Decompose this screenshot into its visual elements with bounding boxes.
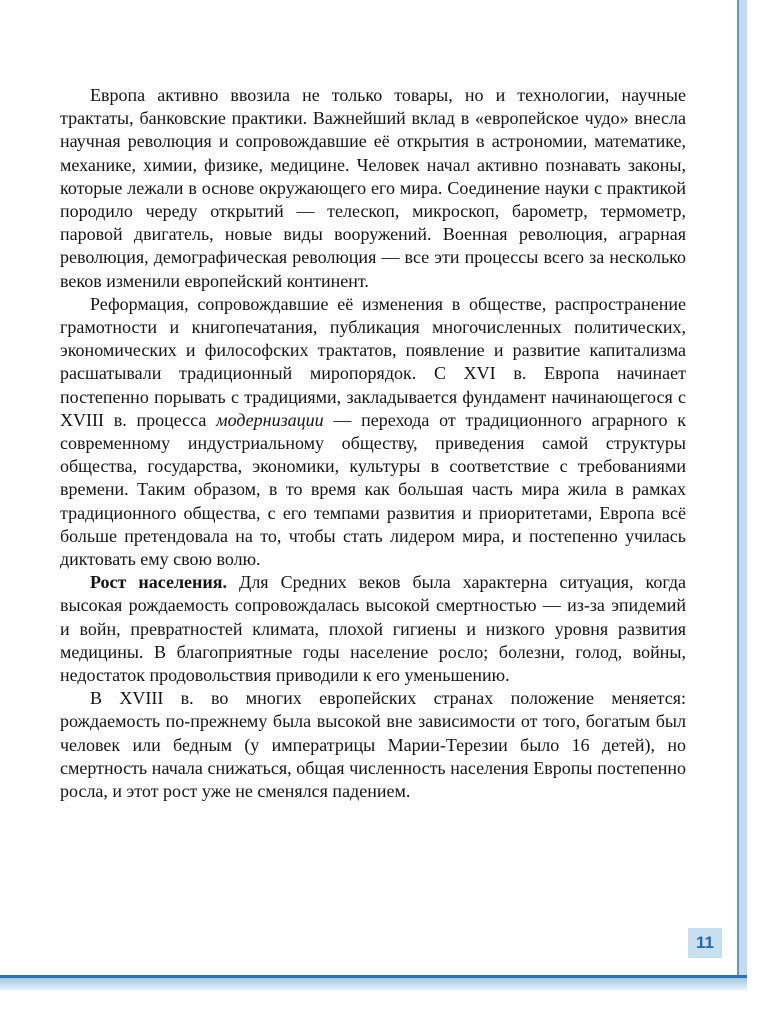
term-italic: модернизации [216,409,324,430]
paragraph [60,687,686,803]
bottom-band [0,978,747,990]
paragraph-text: Европа активно ввозила не только товары, но и технологии, научные трактаты, банковские практики. Важнейший вклад в «европейское чудо» внесла научная революция и сопровождавшие её открытия в астрономии, математике, механике, химии, физике, медицине. Человек начал активно познавать законы, которые лежали в основе окружающего его мира. Соединение науки с практикой породило череду открытий — телескоп, микроскоп, барометр, термометр, паровой двигатель, новые виды вооружений. Военная революция, аграрная революция, демографическая революция — все эти процессы всего за несколько веков изменили европейский континент. [60,85,686,291]
right-margin-band [737,0,747,978]
page-text [60,84,686,803]
paragraph-lead-bold: Рост населения. [90,572,228,593]
paragraph-text: — перехода от традиционного аграрного к современному индустриальному обществу, приведения самой структуры общества, государства, экономики, культуры в соответствие с требованиями времени. Таким образом, в то время как большая часть мира жила в рамках традиционного общества, с его темпами развития и приоритетами, Европа всё больше претендовала на то, чтобы стать лидером мира, и постепенно училась диктовать ему свою волю. [60,409,687,570]
paragraph [60,571,686,687]
paragraph [60,293,686,571]
paragraph [60,84,686,293]
paragraph-text: Для Средних веков была характерна ситуация, когда высокая рождаемость сопровождалась высокой смертностью — из-за эпидемий и войн, превратностей климата, плохой гигиены и низкого уровня развития медицины. В благоприятные годы население росло; болезни, голод, войны, недостаток продовольствия приводили к его уменьшению. [60,572,686,686]
paragraph-text: В XVIII в. во многих европейских странах положение меняется: рождаемость по-прежнему была высокой вне зависимости от того, богатым был человек или бедным (у императрицы Марии-Терезии было 16 детей), но смертность начала снижаться, общая численность населения Европы постепенно росла, и этот рост уже не сменялся падением. [60,688,686,802]
paragraph-text: Реформация, сопровождавшие её изменения в обществе, распространение грамотности и книгопечатания, публикация многочисленных политических, экономических и философских трактатов, появление и развитие капитализма расшатывали традиционный миропорядок. С XVI в. Европа начинает постепенно порывать с традициями, закладывается фундамент начинающегося с XVIII в. процесса [60,293,686,430]
page-number: 11 [688,928,722,958]
